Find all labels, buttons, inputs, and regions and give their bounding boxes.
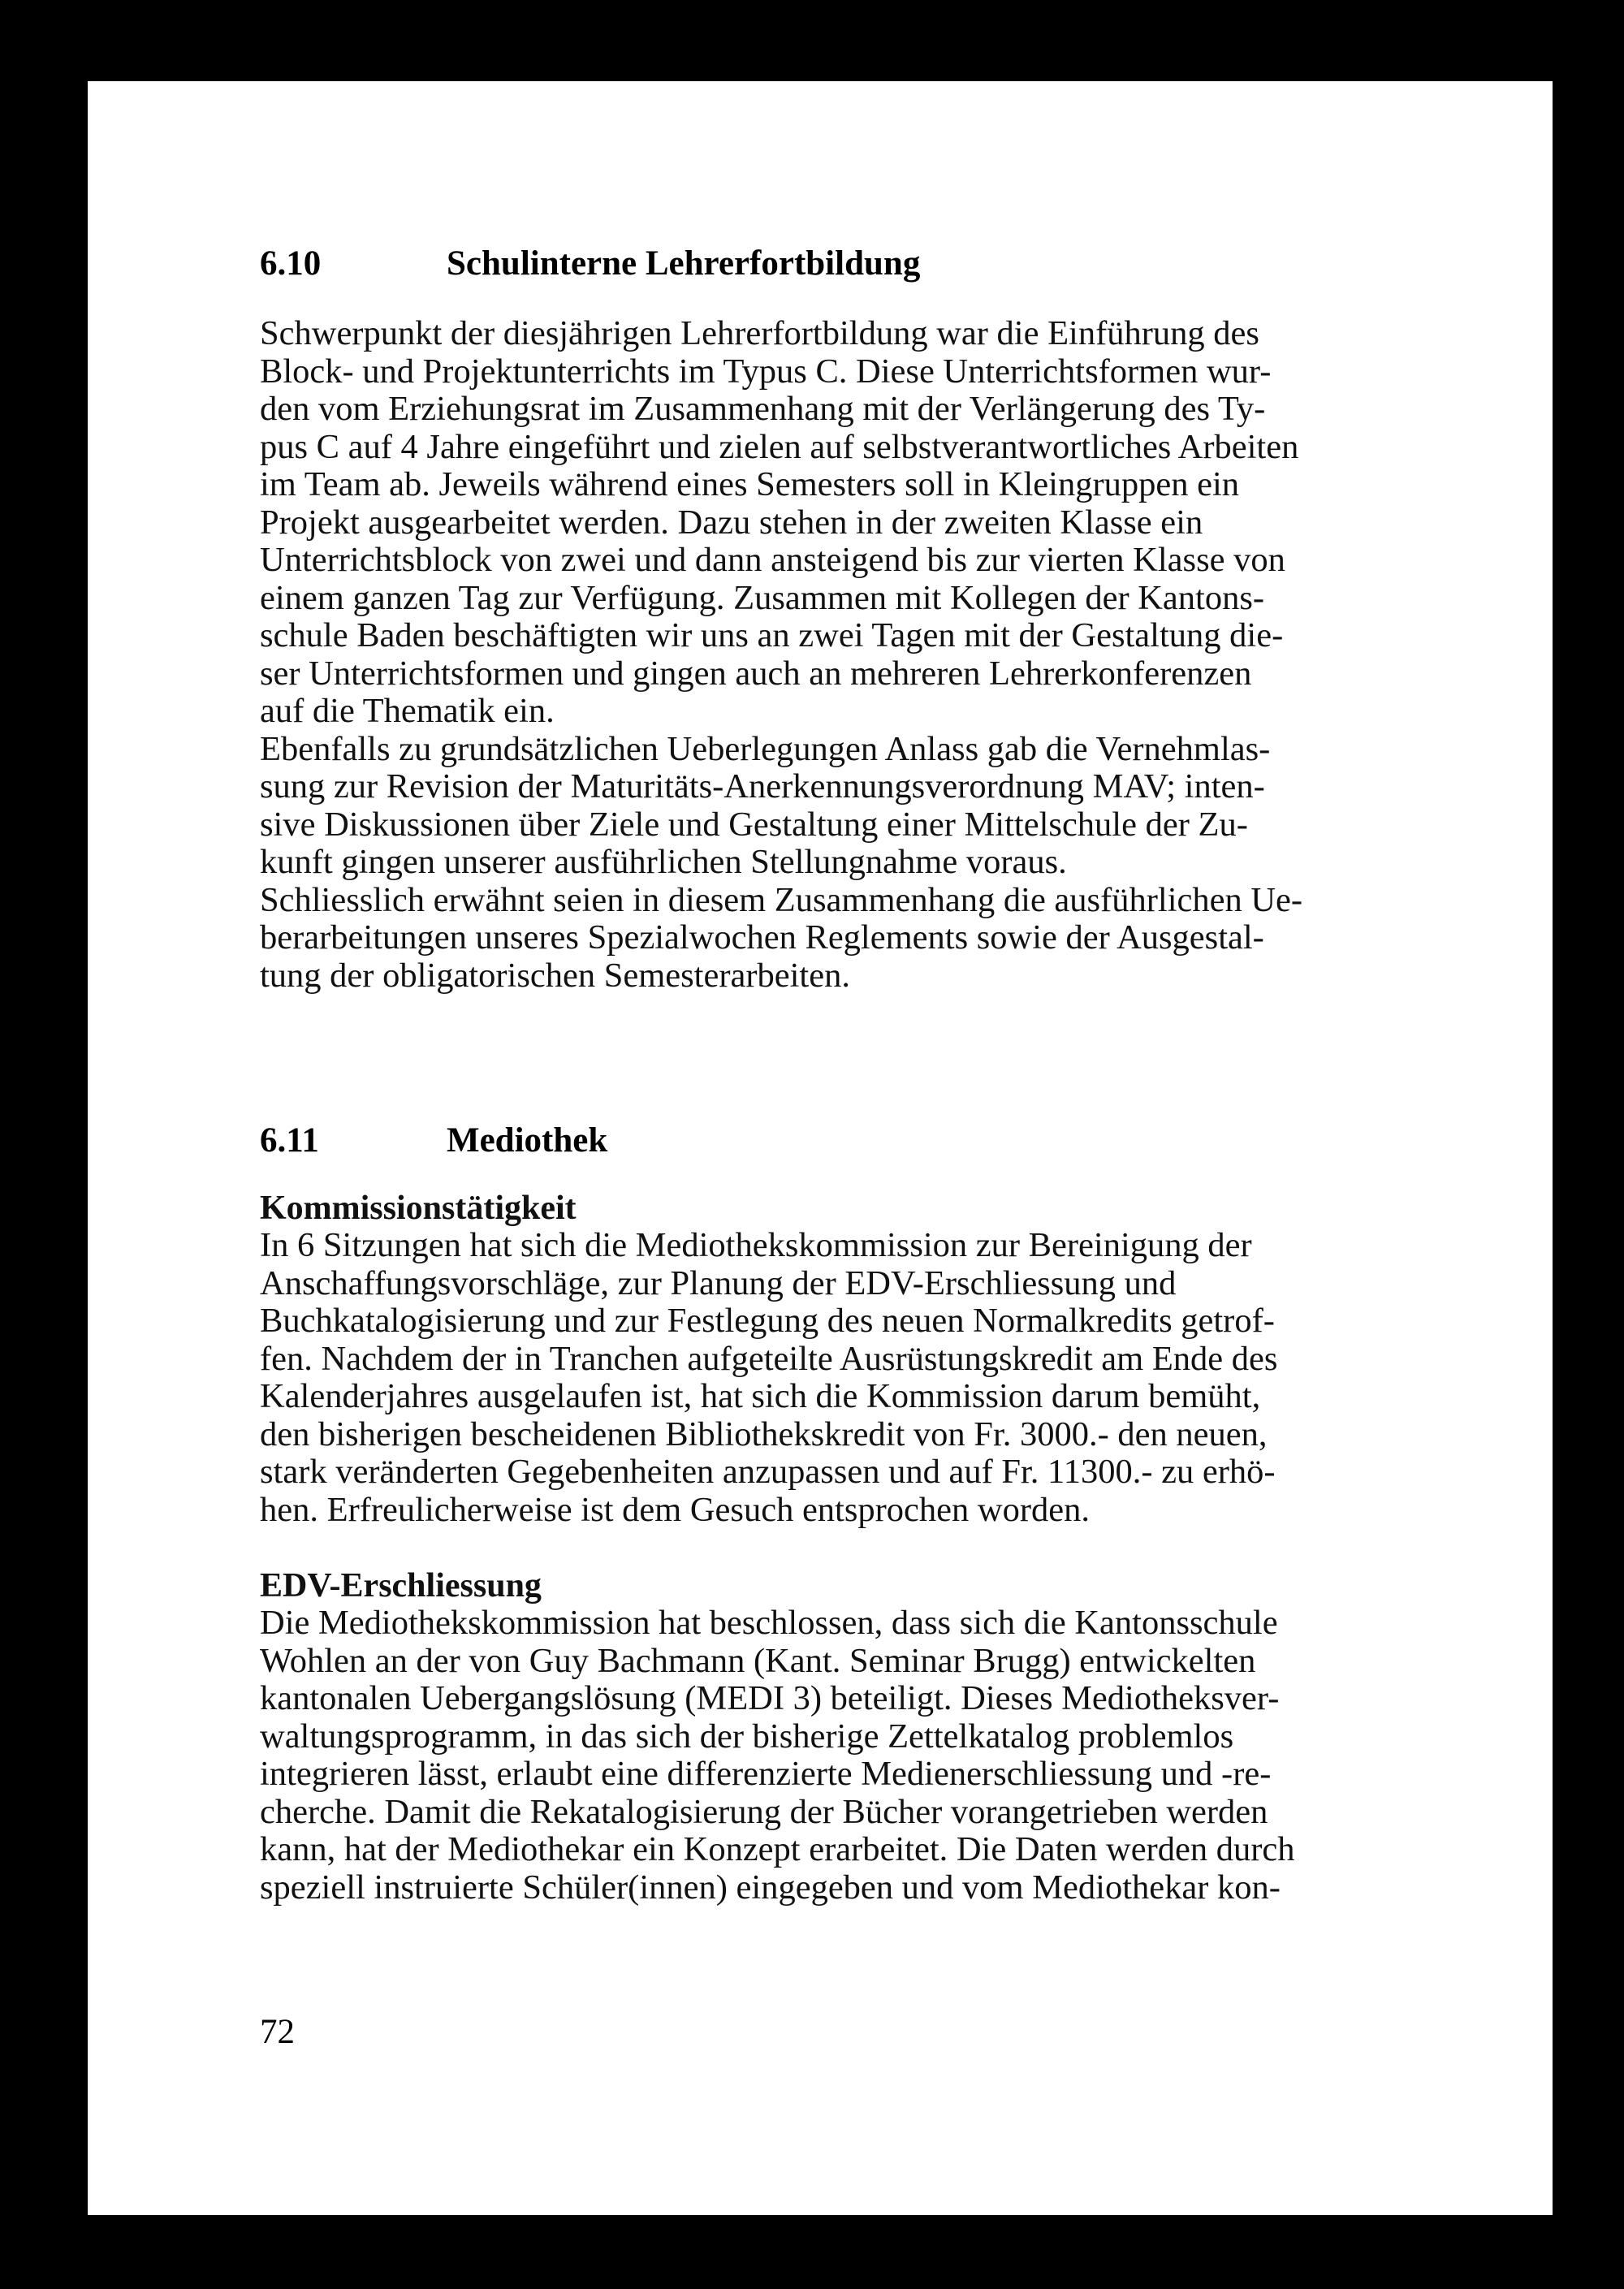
text-line: auf die Thematik ein. bbox=[260, 692, 555, 730]
text-line: Unterrichtsblock von zwei und dann ansteigend bis zur vierten Klasse von bbox=[260, 541, 1285, 579]
subsection-title: Kommissionstätigkeit bbox=[260, 1190, 577, 1227]
paragraph bbox=[260, 1604, 1510, 1907]
text-line: sive Diskussionen über Ziele und Gestaltung einer Mittelschule der Zu- bbox=[260, 805, 1248, 844]
page-number: 72 bbox=[260, 2013, 295, 2051]
text-line: Die Mediothekskommission hat beschlossen, dass sich die Kantonsschule bbox=[260, 1604, 1278, 1642]
section-title: Schulinterne Lehrerfortbildung bbox=[447, 244, 921, 283]
text-line: integrieren lässt, erlaubt eine differenzierte Medienerschliessung und -re- bbox=[260, 1755, 1272, 1793]
text-line: einem ganzen Tag zur Verfügung. Zusammen mit Kollegen der Kantons- bbox=[260, 578, 1265, 617]
text-line: In 6 Sitzungen hat sich die Mediothekskommission zur Bereinigung der bbox=[260, 1226, 1252, 1264]
subsection-kommissionstaetigkeit bbox=[260, 1190, 1510, 1529]
text-line: Projekt ausgearbeitet werden. Dazu stehen in der zweiten Klasse ein bbox=[260, 503, 1203, 542]
section-number: 6.10 bbox=[260, 244, 322, 283]
text-line: Block- und Projektunterrichts im Typus C. Diese Unterrichtsformen wur- bbox=[260, 352, 1272, 391]
text-line: stark veränderten Gegebenheiten anzupassen und auf Fr. 11300.- zu erhö- bbox=[260, 1453, 1276, 1491]
text-line: im Team ab. Jeweils während eines Semesters soll in Kleingruppen ein bbox=[260, 465, 1240, 503]
document-page bbox=[88, 81, 1553, 2215]
text-line: speziell instruierte Schüler(innen) eingegeben und vom Mediothekar kon- bbox=[260, 1868, 1281, 1907]
text-line: kantonalen Uebergangslösung (MEDI 3) beteiligt. Dieses Mediotheksver- bbox=[260, 1679, 1280, 1717]
text-line: Schwerpunkt der diesjährigen Lehrerfortbildung war die Einführung des bbox=[260, 314, 1259, 352]
text-line: Wohlen an der von Guy Bachmann (Kant. Seminar Brugg) entwickelten bbox=[260, 1641, 1256, 1680]
section-title: Mediothek bbox=[447, 1121, 608, 1160]
section-heading-6-11 bbox=[260, 1121, 607, 1161]
text-line: pus C auf 4 Jahre eingeführt und zielen auf selbstverantwortliches Arbeiten bbox=[260, 427, 1299, 466]
section-6-10-body bbox=[260, 315, 1510, 995]
text-line: Schliesslich erwähnt seien in diesem Zusammenhang die ausführlichen Ue- bbox=[260, 880, 1303, 919]
text-line: den vom Erziehungsrat im Zusammenhang mit der Verlängerung des Ty- bbox=[260, 390, 1266, 428]
paragraph bbox=[260, 315, 1510, 995]
text-line: hen. Erfreulicherweise ist dem Gesuch entsprochen worden. bbox=[260, 1490, 1090, 1529]
text-line: fen. Nachdem der in Tranchen aufgeteilte Ausrüstungskredit am Ende des bbox=[260, 1339, 1278, 1378]
text-line: cherche. Damit die Rekatalogisierung der Bücher vorangetrieben werden bbox=[260, 1792, 1268, 1831]
text-line: Ebenfalls zu grundsätzlichen Ueberlegungen Anlass gab die Vernehmlas- bbox=[260, 729, 1271, 768]
section-number: 6.11 bbox=[260, 1121, 319, 1160]
text-line: sung zur Revision der Maturitäts-Anerkennungsverordnung MAV; inten- bbox=[260, 767, 1265, 805]
text-line: Anschaffungsvorschläge, zur Planung der EDV-Erschliessung und bbox=[260, 1263, 1177, 1302]
text-line: waltungsprogramm, in das sich der bisherige Zettelkatalog problemlos bbox=[260, 1717, 1234, 1756]
text-line: Buchkatalogisierung und zur Festlegung des neuen Normalkredits getrof- bbox=[260, 1302, 1275, 1340]
paragraph bbox=[260, 1227, 1510, 1529]
text-line: kann, hat der Mediothekar ein Konzept erarbeitet. Die Daten werden durch bbox=[260, 1830, 1295, 1868]
text-line: Kalenderjahres ausgelaufen ist, hat sich die Kommission darum bemüht, bbox=[260, 1377, 1261, 1415]
text-line: schule Baden beschäftigten wir uns an zwei Tagen mit der Gestaltung die- bbox=[260, 616, 1284, 654]
text-line: berarbeitungen unseres Spezialwochen Reglements sowie der Ausgestal- bbox=[260, 918, 1264, 957]
text-line: kunft gingen unserer ausführlichen Stellungnahme voraus. bbox=[260, 843, 1067, 881]
text-line: ser Unterrichtsformen und gingen auch an mehreren Lehrerkonferenzen bbox=[260, 654, 1252, 693]
subsection-edv-erschliessung bbox=[260, 1567, 1510, 1907]
section-heading-6-10 bbox=[260, 244, 920, 284]
text-line: tung der obligatorischen Semesterarbeiten. bbox=[260, 956, 850, 995]
text-line: den bisherigen bescheidenen Bibliothekskredit von Fr. 3000.- den neuen, bbox=[260, 1414, 1268, 1453]
subsection-title: EDV-Erschliessung bbox=[260, 1567, 542, 1604]
